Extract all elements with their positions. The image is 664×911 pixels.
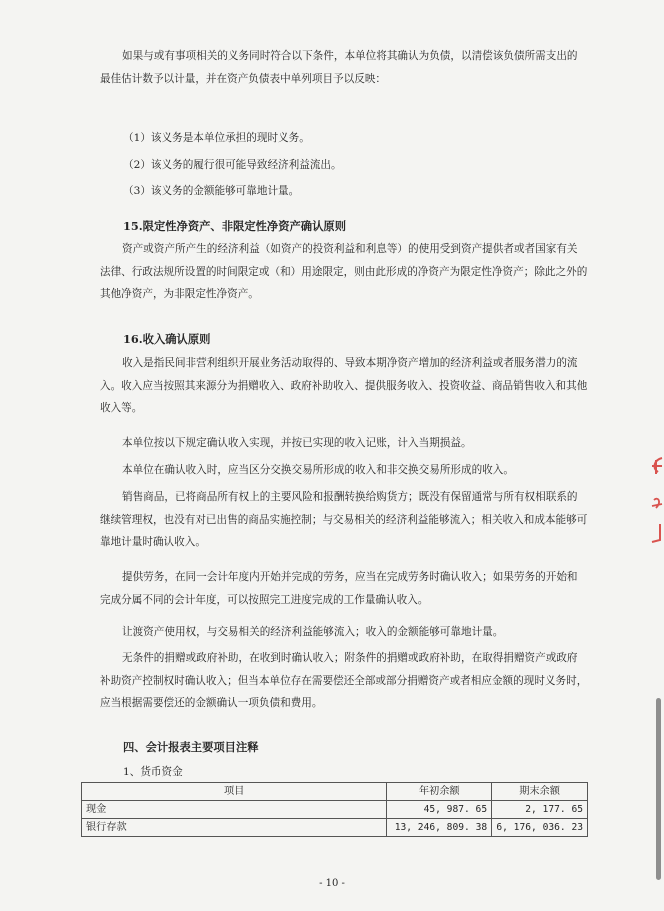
table-row [82,819,588,837]
paragraph-16e: 提供劳务，在同一会计年度内开始并完成的劳务，应当在完成劳务时确认收入；如果劳务的开始和完成分属不同的会计年度，可以按照完工进度完成的工作量确认收入。 [100,571,578,606]
page-number: - 10 - [319,878,345,889]
paragraph-16g: 无条件的捐赠或政府补助，在收到时确认收入；附条件的捐赠或政府补助，在取得捐赠资产或政府补助资产控制权时确认收入；但当本单位存在需要偿还全部或部分捐赠资产或者相应金额的现时义务时，应当根据需要偿还的金额确认一项负债和费用。 [100,652,588,709]
subsection-cash-title: 1、货币资金 [123,766,183,778]
col-header-closing: 期末余额 [492,783,588,801]
col-header-opening: 年初余额 [387,783,492,801]
heading-16: 16.收入确认原则 [123,332,211,346]
paragraph-16b: 本单位按以下规定确认收入实现，并按已实现的收入记账，计入当期损益。 [122,437,472,449]
cell-closing: 2, 177. 65 [492,801,588,819]
paragraph-16f: 让渡资产使用权，与交易相关的经济利益能够流入；收入的金额能够可靠地计量。 [122,626,504,638]
col-header-item: 项目 [82,783,387,801]
list-item-2: （2）该义务的履行很可能导致经济利益流出。 [123,159,342,171]
cell-opening: 13, 246, 809. 38 [387,819,492,837]
list-item-1: （1）该义务是本单位承担的现时义务。 [123,132,310,144]
paragraph-contingency: 如果与或有事项相关的义务同时符合以下条件，本单位将其确认为负债，以清偿该负债所需支出的最佳估计数予以计量，并在资产负债表中单列项目予以反映： [100,50,578,85]
cell-closing: 6, 176, 036. 23 [492,819,588,837]
red-seal-stamp [648,452,664,548]
cell-item: 银行存款 [82,819,387,837]
heading-15: 15.限定性净资产、非限定性净资产确认原则 [123,219,346,233]
list-item-3: （3）该义务的金额能够可靠地计量。 [123,185,300,197]
scrollbar-thumb[interactable] [656,698,661,880]
table-header-row [82,783,588,801]
section-4-heading: 四、会计报表主要项目注释 [123,740,259,754]
paragraph-16d: 销售商品，已将商品所有权上的主要风险和报酬转换给购货方；既没有保留通常与所有权相联系的继续管理权，也没有对已出售的商品实施控制；与交易相关的经济利益能够流入；相关收入和成本能够可靠地计量时确认收入。 [100,491,588,548]
paragraph-16c: 本单位在确认收入时，应当区分交换交易所形成的收入和非交换交易所形成的收入。 [122,464,514,476]
table-row [82,801,588,819]
paragraph-16a: 收入是指民间非营利组织开展业务活动取得的、导致本期净资产增加的经济利益或者服务潜力的流入。收入应当按照其来源分为捐赠收入、政府补助收入、提供服务收入、投资收益、商品销售收入和其他收入等。 [100,357,588,414]
cash-table [81,782,588,837]
cell-item: 现金 [82,801,387,819]
cell-opening: 45, 987. 65 [387,801,492,819]
paragraph-15: 资产或资产所产生的经济利益（如资产的投资利益和利息等）的使用受到资产提供者或者国家有关法律、行政法规所设置的时间限定或（和）用途限定，则由此形成的净资产为限定性净资产；除此之外的其他净资产，为非限定性净资产。 [100,243,588,300]
